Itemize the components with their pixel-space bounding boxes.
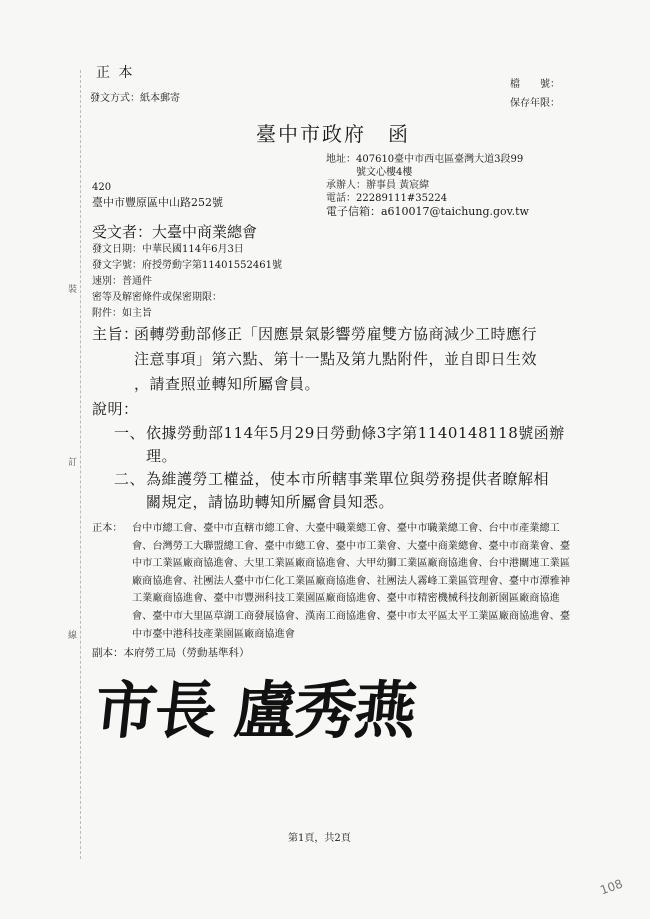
recipients-list: 台中市總工會、臺中市直轄市總工會、大臺中職業總工會、臺中市職業總工會、台中市產業總工會、台灣勞工大聯盟總工會、臺中市總工會、臺中市工業會、大臺中商業總會、臺中市商業會、臺中市工業區廠商協進會、大里工業區廠商協進會、大甲幼獅工業區廠商協進會、台中港關連工業區廠商協進會、社團法人臺中市仁化工業區廠商協進會、社團法人霧峰工業區管理會、臺中市潭雅神工業廠商協進會、臺中市豐洲科技工業園區廠商協進會、臺中市精密機械科技創新園區廠商協進會、臺中市大里區草湖工商發展協會、漢南工商協進會、臺中市太平區太平工業區廠商協進會、臺中市臺中港科技產業園區廠商協進會 — [132, 523, 571, 640]
subject-line3: ，請查照並轉知所屬會員。 — [134, 375, 321, 393]
recipient-street: 臺中市豐原區中山路252號 — [92, 196, 223, 209]
binding-mark-2: 訂 — [68, 458, 78, 468]
dispatch-method: 發文方式：紙本郵寄 — [90, 93, 180, 104]
meta-secrecy: 密等及解密條件或保密期限： — [92, 292, 222, 303]
subject-label: 主旨： — [92, 325, 139, 343]
addressee: 受文者：大臺中商業總會 — [92, 223, 258, 241]
copy-type: 正 本 — [96, 65, 135, 81]
subject-line1: 函轉勞動部修正「因應景氣影響勞雇雙方協商減少工時應行 — [134, 325, 538, 343]
explanation-item2-num: 二、 — [114, 470, 146, 488]
recipients-label: 正本： — [92, 523, 123, 534]
recipient-zip: 420 — [92, 182, 112, 193]
meta-doc-no: 發文字號：府授勞動字第11401552461號 — [92, 260, 282, 271]
sender-phone: 電話：22289111#35224 — [326, 193, 448, 204]
binding-mark-1: 裝 — [68, 285, 78, 295]
explanation-item2-line2: 關規定，請協助轉知所屬會員知悉。 — [146, 493, 395, 511]
explanation-item1-line1: 依據勞動部114年5月29日勞動條3字第1140148118號函辦 — [146, 424, 565, 442]
retention-label: 保存年限： — [510, 98, 560, 109]
explanation-label: 說明： — [92, 400, 139, 418]
handwritten-note: 108 — [598, 876, 625, 898]
subject-line2: 注意事項」第六點、第十一點及第九點附件，並自即日生效 — [134, 350, 538, 368]
explanation-item2-line1: 為維護勞工權益，使本市所轄事業單位與勞務提供者瞭解相 — [146, 470, 550, 488]
meta-date: 發文日期：中華民國114年6月3日 — [92, 244, 244, 255]
meta-attachment: 附件：如主旨 — [92, 308, 152, 319]
explanation-item1-line2: 理。 — [146, 447, 178, 465]
explanation-item1-num: 一、 — [114, 424, 146, 442]
binding-mark-3: 線 — [68, 631, 78, 641]
sender-handler: 承辦人：辦事員 黃宸緯 — [326, 180, 430, 191]
cc-line: 副本：本府勞工局（勞動基準科） — [92, 647, 250, 659]
recipients-block — [92, 520, 572, 643]
sender-address-line1: 地址：407610臺中市西屯區臺灣大道3段99 — [326, 154, 524, 165]
agency-title: 臺中市政府 函 — [256, 122, 410, 146]
binding-fold-line — [80, 70, 81, 859]
mayor-signature: 市長 盧秀燕 — [91, 674, 419, 747]
meta-speed: 速別：普通件 — [92, 276, 152, 287]
sender-address-line2: 號文心樓4樓 — [356, 167, 413, 178]
sender-email: 電子信箱：a610017@taichung.gov.tw — [326, 205, 529, 218]
archive-no-label: 檔 號： — [510, 79, 560, 90]
page-info: 第1頁，共2頁 — [288, 833, 351, 844]
